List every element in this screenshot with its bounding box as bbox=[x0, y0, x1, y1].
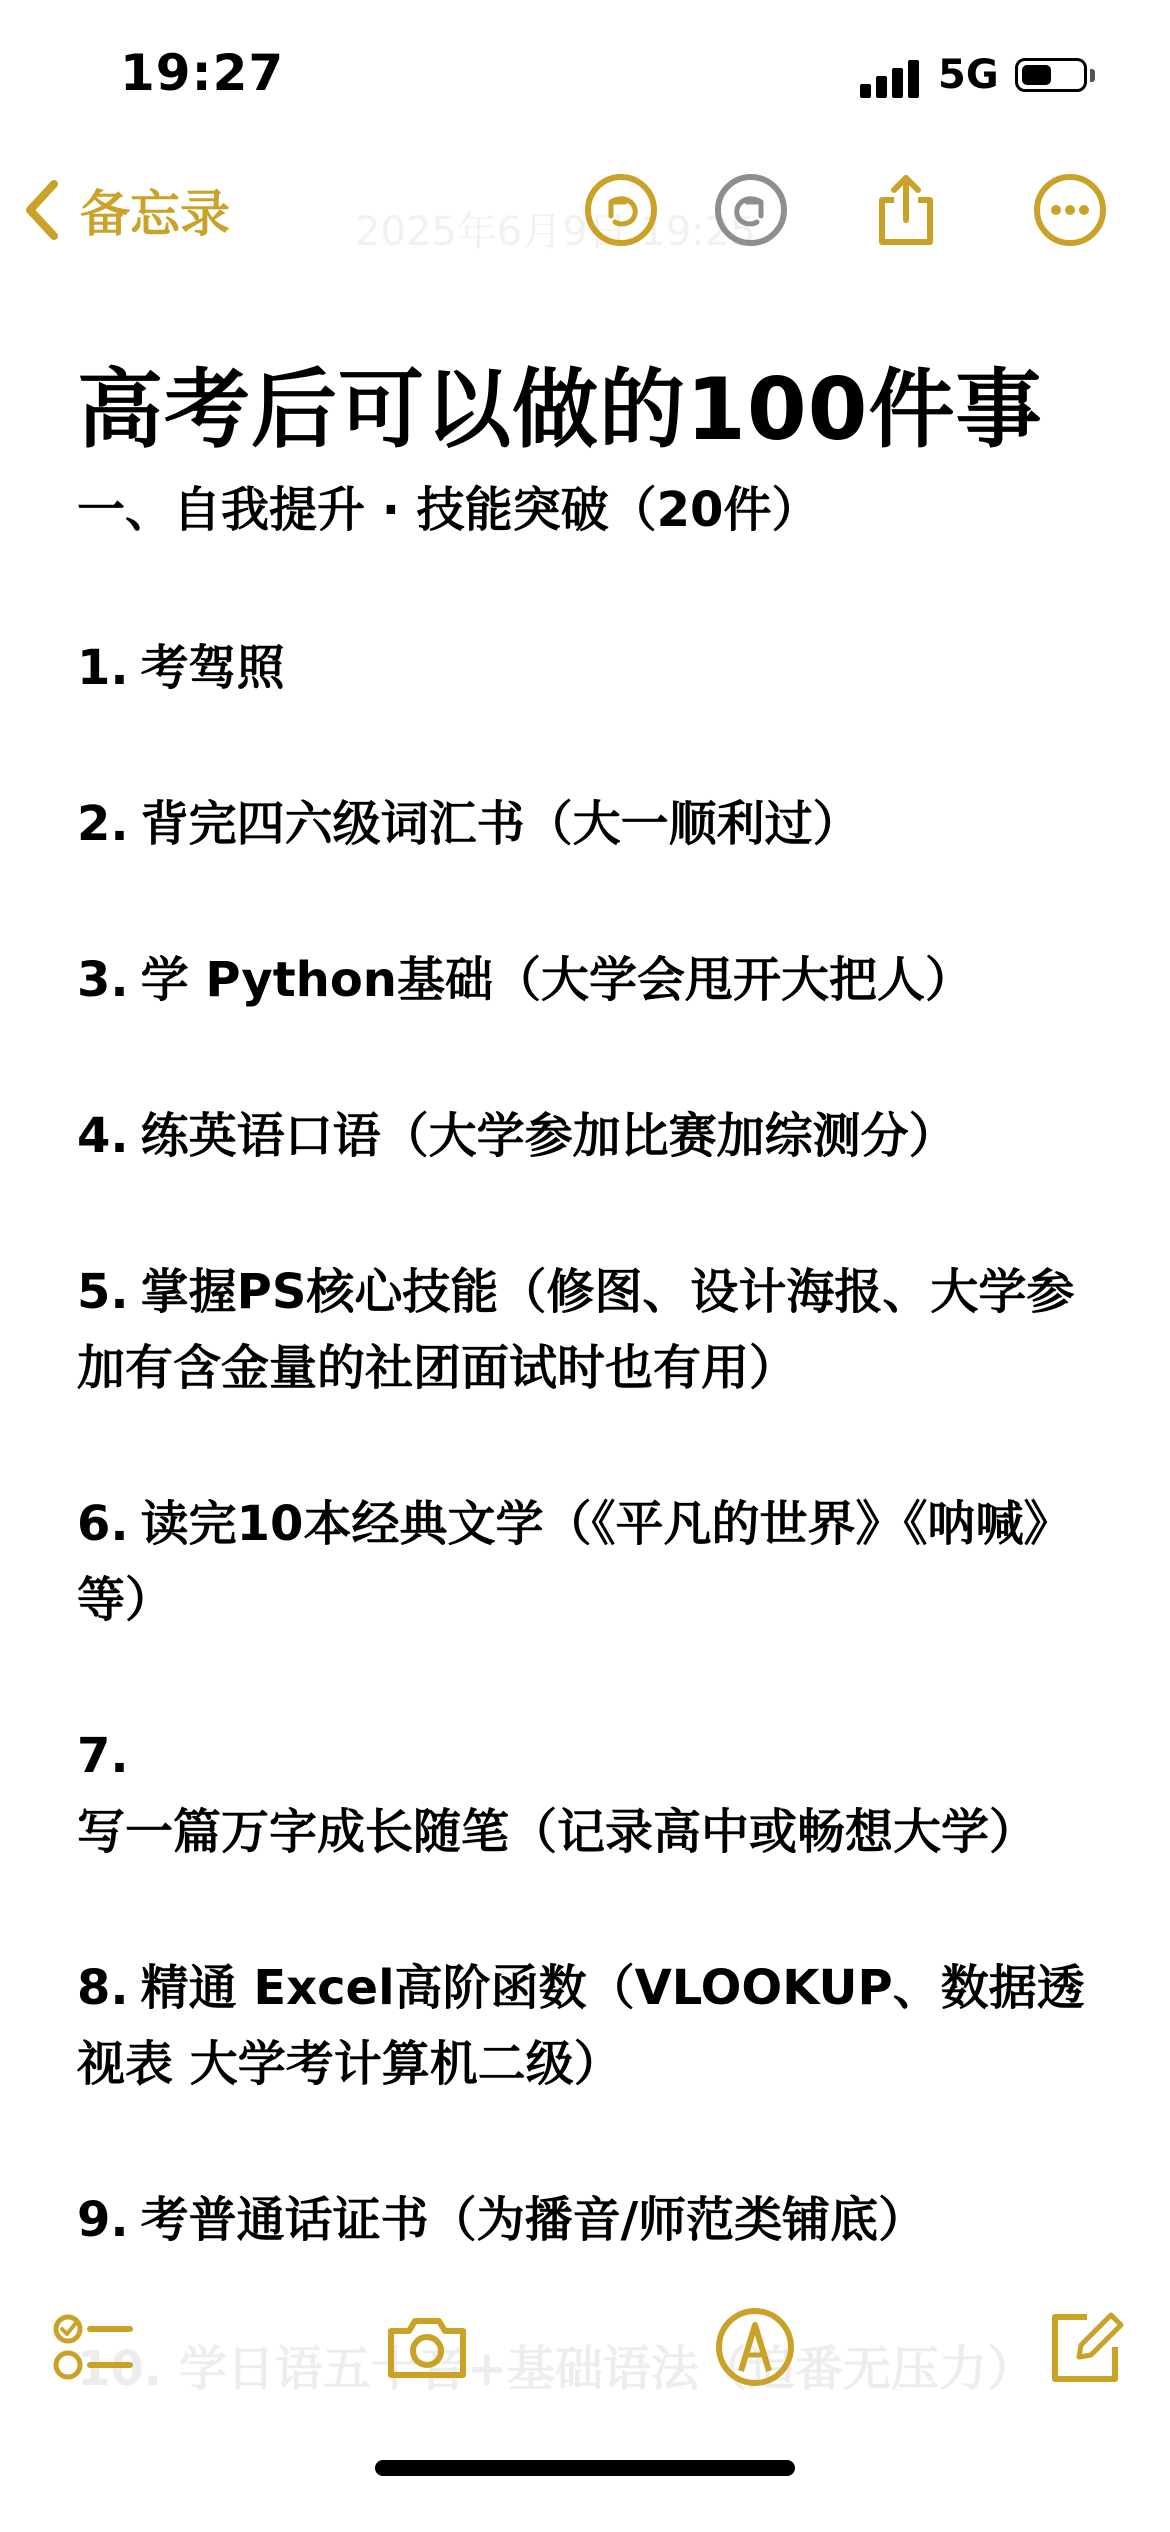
list-item-text: 掌握PS核心技能（修图、设计海报、大学参加有含金量的社团面试时也有用） bbox=[77, 1264, 1075, 1396]
compose-button[interactable] bbox=[1043, 2305, 1127, 2389]
checklist-button[interactable] bbox=[50, 2305, 134, 2389]
nav-bar bbox=[0, 150, 1170, 270]
more-icon bbox=[1032, 172, 1108, 248]
list-item[interactable] bbox=[77, 1718, 1097, 1870]
list-item-number: 3. bbox=[77, 952, 129, 1008]
list-item-text: 背完四六级词汇书（大一顺利过） bbox=[140, 796, 861, 852]
note-list bbox=[77, 630, 1097, 2258]
back-button-label: 备忘录 bbox=[80, 185, 230, 243]
list-item-text: 练英语口语（大学参加比赛加综测分） bbox=[140, 1108, 957, 1164]
note-date-faded: 2025年6月9日 19:25 bbox=[355, 209, 756, 255]
status-time: 19:27 bbox=[120, 44, 285, 102]
home-indicator[interactable] bbox=[375, 2460, 795, 2476]
list-item[interactable] bbox=[77, 1486, 1097, 1638]
note-title[interactable]: 高考后可以做的100件事 bbox=[77, 360, 1043, 460]
share-icon bbox=[868, 172, 944, 248]
list-item[interactable] bbox=[77, 942, 1097, 1018]
list-item[interactable] bbox=[77, 2182, 1097, 2258]
battery-tip bbox=[1090, 69, 1095, 82]
list-item[interactable] bbox=[77, 1098, 1097, 1174]
list-item-number: 7. bbox=[77, 1728, 129, 1784]
bottom-toolbar bbox=[0, 2290, 1170, 2400]
list-item[interactable] bbox=[77, 1950, 1097, 2102]
section-heading[interactable]: 一、自我提升 · 技能突破（20件） bbox=[77, 482, 820, 538]
list-item-number: 2. bbox=[77, 796, 129, 852]
share-button[interactable] bbox=[868, 172, 944, 248]
list-item-number: 1. bbox=[77, 640, 129, 696]
battery-level bbox=[1022, 65, 1051, 85]
faded-next-item: 10. 学日语五十音+基础语法（追番无压力） bbox=[77, 2341, 1035, 2397]
markup-button[interactable] bbox=[713, 2305, 797, 2389]
list-item-number: 4. bbox=[77, 1108, 129, 1164]
note-body[interactable] bbox=[77, 350, 1097, 2258]
redo-button[interactable] bbox=[713, 172, 789, 248]
list-item-number: 5. bbox=[77, 1264, 129, 1320]
list-item-text: 写一篇万字成长随笔（记录高中或畅想大学） bbox=[77, 1804, 1038, 1860]
list-item-number: 9. bbox=[77, 2192, 129, 2248]
chevron-left-icon bbox=[22, 178, 62, 242]
list-item-number: 6. bbox=[77, 1496, 129, 1552]
redo-icon bbox=[713, 172, 789, 248]
list-item[interactable] bbox=[77, 786, 1097, 862]
status-bar bbox=[0, 0, 1170, 150]
markup-pen-icon bbox=[713, 2305, 797, 2389]
battery-icon bbox=[1015, 58, 1087, 92]
compose-icon bbox=[1043, 2305, 1127, 2389]
camera-button[interactable] bbox=[385, 2305, 469, 2389]
list-item-text: 考驾照 bbox=[140, 640, 285, 696]
undo-icon bbox=[583, 172, 659, 248]
camera-icon bbox=[385, 2305, 469, 2389]
list-item-number: 8. bbox=[77, 1960, 129, 2016]
cellular-signal-icon bbox=[860, 58, 920, 98]
list-item-text: 学 Python基础（大学会甩开大把人） bbox=[140, 952, 973, 1008]
more-button[interactable] bbox=[1032, 172, 1108, 248]
list-item[interactable] bbox=[77, 1254, 1097, 1406]
list-item[interactable] bbox=[77, 630, 1097, 706]
back-button[interactable] bbox=[22, 172, 230, 248]
undo-button[interactable] bbox=[583, 172, 659, 248]
list-item-text: 读完10本经典文学（《平凡的世界》《呐喊》等） bbox=[77, 1496, 1072, 1628]
checklist-icon bbox=[50, 2305, 134, 2389]
network-type: 5G bbox=[938, 52, 999, 98]
list-item-text: 精通 Excel高阶函数（VLOOKUP、数据透视表 大学考计算机二级） bbox=[77, 1960, 1085, 2092]
list-item-text: 考普通话证书（为播音/师范类铺底） bbox=[140, 2192, 927, 2248]
